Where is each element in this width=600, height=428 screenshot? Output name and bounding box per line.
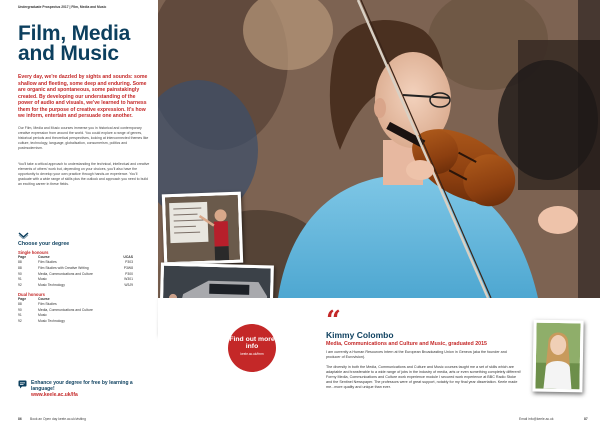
course-ucas: P3W8	[123, 265, 133, 270]
page-number-right: 87	[584, 417, 588, 421]
graduate-photo	[532, 320, 583, 393]
course-page: 88	[18, 301, 22, 306]
course-page: 90	[18, 307, 22, 312]
course-page: 91	[18, 313, 22, 318]
speech-bubble-icon	[18, 380, 27, 389]
course-name: Film Studies	[38, 260, 57, 265]
choose-degree-title: Choose your degree	[18, 241, 70, 247]
course-name: Music Technology	[38, 319, 65, 323]
course-page: 92	[18, 319, 22, 323]
single-honours-heading: Single honours	[18, 250, 49, 255]
running-head: Undergraduate Prospectus 2017 | Film, Media and Music	[18, 5, 107, 9]
course-column-header: Course	[38, 296, 50, 301]
footer-left: Book an Open day keele.ac.uk/visiting	[30, 417, 86, 421]
course-column-header: Course	[38, 255, 50, 259]
table-row	[18, 283, 133, 289]
course-page: 92	[18, 283, 22, 287]
course-ucas: P303	[125, 260, 133, 265]
graduate-role: Media, Communications and Culture and Music, graduated 2015	[326, 341, 487, 347]
ucas-column-header: UCAS	[123, 255, 133, 259]
left-page	[0, 0, 158, 428]
language-callout-message: Enhance your degree for free by learning a language!	[31, 380, 133, 393]
course-page: 91	[18, 277, 22, 282]
dual-honours-heading: Dual honours	[18, 291, 45, 297]
intro-paragraph: Every day, we're dazzled by sights and sounds: some shallow and fleeting, some deep and enduring. Some are organic and spontaneous, some painstakingly created. By developing our understanding of the power of audio and visuals, we've learned to harness them for the purpose of creative expression. It's how we inform, entertain and persuade one another.	[18, 74, 148, 119]
graduate-profile	[158, 298, 600, 428]
graduate-quote-2: The diversity in both the Media, Communications and Culture and Music courses taught me a set of skills which are adaptable and transferable to a wide range of jobs in the industry of media, arts or even something completely different! Formy Media, Communications and Culture work experience module I secured work experience at BBC Radio Stoke and the Sentinel Newspaper. The professors were of great support, notably for my final year dissertation. Keele made me...more quality and unique than ever.	[326, 365, 521, 390]
course-page: 90	[18, 271, 22, 276]
course-name: Music Technology	[38, 283, 65, 287]
course-ucas: P300	[125, 271, 133, 276]
body-paragraph-1: Our Film, Media and Music courses immerse you in historical and contemporary creative expression from around the world. You could explore a range of genres, historical periods and theoretical perspectives, looking at interconnected themes like culture, technology, language, globalisation, consumerism, politics and postmodernism.	[18, 126, 149, 150]
course-name: Media, Communications and Culture	[38, 307, 93, 312]
language-callout-text	[31, 380, 157, 399]
page-title: Film, Media and Music	[18, 22, 131, 65]
course-ucas: W301	[124, 277, 133, 282]
find-out-label: Find out more info	[229, 336, 275, 351]
lecture-photo	[162, 192, 243, 266]
choose-degree-section	[18, 232, 158, 325]
find-out-link[interactable]: keele.ac.uk/fmm	[240, 352, 264, 357]
course-page: 88	[18, 260, 22, 265]
footer-right: Email info@keele.ac.uk	[519, 417, 554, 421]
language-callout-link[interactable]: www.keele.ac.uk/lfa	[31, 392, 78, 399]
table-row	[18, 319, 133, 325]
graduate-quote-1: I am currently a Human Resources Intern at the European Broadcasting Union in Geneva (aka the founder and producer of Eurovision).	[326, 350, 507, 360]
course-name: Film Studies	[38, 301, 57, 306]
find-out-more-button[interactable]	[228, 324, 276, 372]
course-ucas: W3J9	[124, 283, 133, 287]
chevron-down-icon	[18, 232, 29, 239]
page-column-header: Page	[18, 255, 27, 259]
single-honours-table	[18, 255, 133, 289]
dual-honours-table	[18, 297, 133, 325]
course-name: Music	[38, 313, 47, 318]
course-name: Film Studies with Creative Writing	[38, 265, 89, 270]
quote-mark-icon: “	[326, 306, 341, 336]
page-column-header: Page	[18, 296, 27, 301]
graduate-name: Kimmy Colombo	[326, 330, 394, 340]
body-paragraph-2: You'll take a critical approach to understanding the technical, intellectual and creative elements of others' work but, depending on your choices, you'll also have the opportunity to develop your own practice through hands-on experience. You'll graduate with a wide range of skills plus the outlook and approach you need to build an exciting career in these fields.	[18, 162, 150, 186]
course-name: Music	[38, 277, 47, 282]
course-name: Media, Communications and Culture	[38, 271, 93, 276]
page-number-left: 86	[18, 417, 22, 421]
course-page: 88	[18, 265, 22, 270]
